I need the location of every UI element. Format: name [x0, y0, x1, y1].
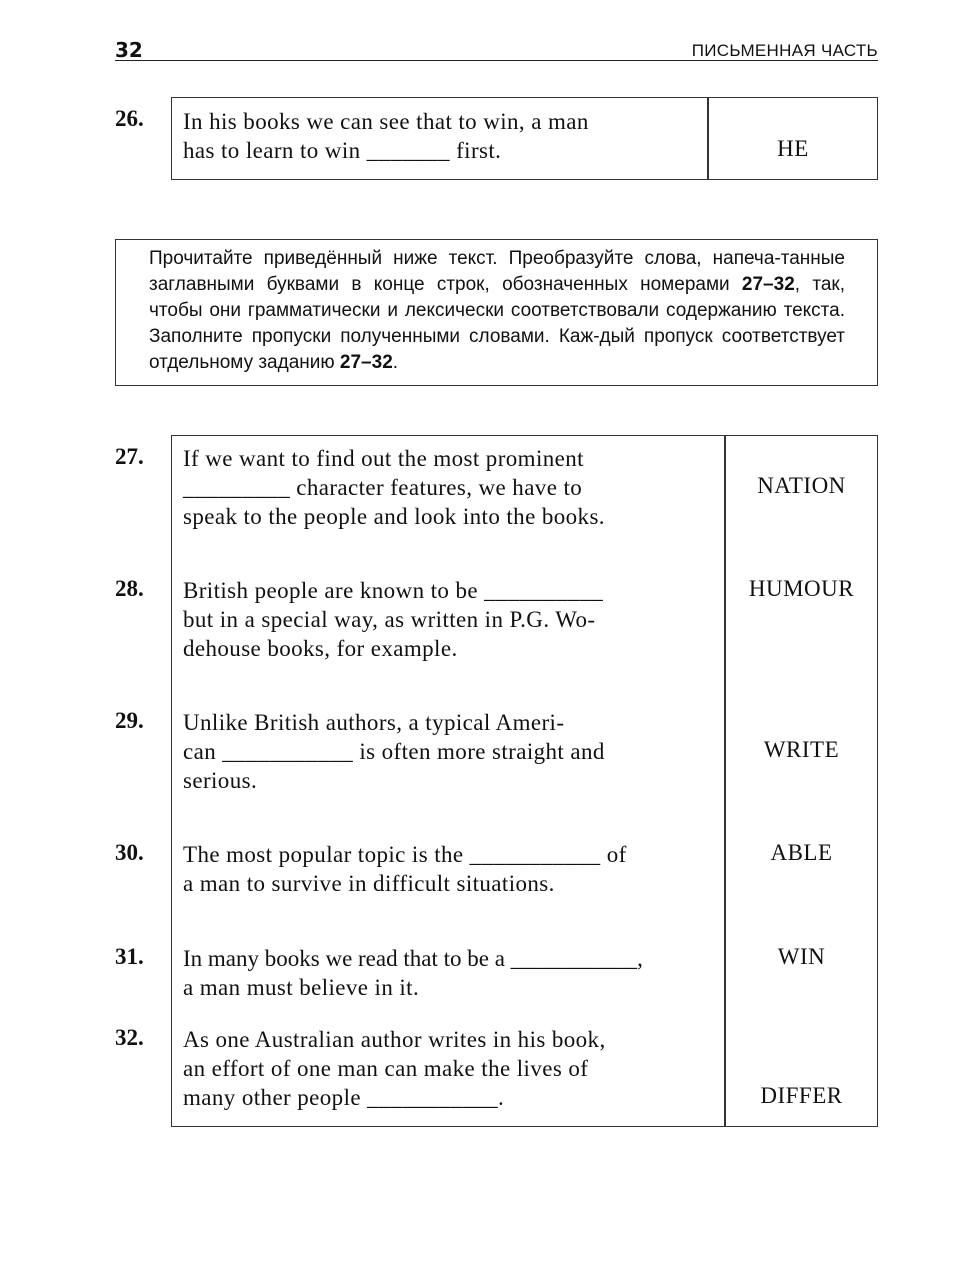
- text-line: a man must believe in it.: [183, 975, 420, 1000]
- text-line: If we want to find out the most prominent: [183, 446, 584, 471]
- task-29-text: [183, 708, 714, 795]
- task-30-text: [183, 840, 714, 898]
- task-32-text: [183, 1025, 714, 1112]
- instruction-part: .: [392, 352, 399, 373]
- text-line: serious.: [183, 768, 258, 793]
- text-line: As one Australian author writes in his book,: [183, 1027, 606, 1052]
- task-number: 27.: [115, 444, 144, 469]
- task-26-text: [183, 107, 699, 165]
- text-line: has to learn to win _______ first.: [183, 138, 502, 163]
- task-number: 29.: [115, 708, 144, 733]
- text-line: a man to survive in difficult situations.: [183, 871, 555, 896]
- section-title: ПИСЬМЕННАЯ ЧАСТЬ: [691, 41, 878, 60]
- transform-word: WRITE: [763, 737, 840, 762]
- transform-word: HE: [777, 136, 809, 161]
- divider: [724, 435, 726, 1127]
- transform-word: ABLE: [770, 840, 833, 865]
- instruction-part: Прочитайте приведённый ниже текст. Преобразуйте слова, напеча-танные заглавными буквами в конце строк, обозначенных номерами: [149, 248, 845, 295]
- text-line: In his books we can see that to win, a man: [183, 109, 589, 134]
- instruction-range: 27–32: [339, 352, 393, 373]
- task-number: 30.: [115, 840, 144, 865]
- transform-word: DIFFER: [760, 1083, 843, 1108]
- text-line: Unlike British authors, a typical Ameri-: [183, 710, 565, 735]
- text-line: British people are known to be __________: [183, 578, 604, 603]
- text-line: _________ character features, we have to: [183, 475, 583, 500]
- text-line: In many books we read that to be a ___________,: [183, 946, 643, 971]
- text-line: The most popular topic is the ___________ of: [183, 842, 627, 867]
- transform-word: WIN: [777, 944, 826, 969]
- task-number: 26.: [115, 106, 144, 131]
- instruction-part: , так, чтобы они грамматически и лексически соответствовали содержанию текста. Заполните пропуски полученными словами. Каж-дый пропуск соответствует отдельному заданию: [149, 274, 845, 373]
- transform-word: NATION: [757, 473, 846, 498]
- task-28-text: [183, 576, 714, 663]
- page-number: 32: [115, 38, 143, 62]
- instruction-text: [149, 246, 845, 376]
- page-header: [115, 38, 878, 61]
- transform-word: HUMOUR: [748, 576, 855, 601]
- text-line: dehouse books, for example.: [183, 636, 458, 661]
- task-31-text: [183, 944, 714, 1002]
- task-number: 32.: [115, 1025, 144, 1050]
- task-number: 28.: [115, 576, 144, 601]
- task-27-text: [183, 444, 714, 531]
- instruction-range: 27–32: [741, 274, 795, 295]
- text-line: many other people ___________.: [183, 1085, 505, 1110]
- text-line: an effort of one man can make the lives of: [183, 1056, 589, 1081]
- text-line: but in a special way, as written in P.G. Wo-: [183, 607, 596, 632]
- instruction-box: [115, 239, 878, 386]
- text-line: can ___________ is often more straight and: [183, 739, 605, 764]
- text-line: speak to the people and look into the books.: [183, 504, 605, 529]
- task-number: 31.: [115, 944, 144, 969]
